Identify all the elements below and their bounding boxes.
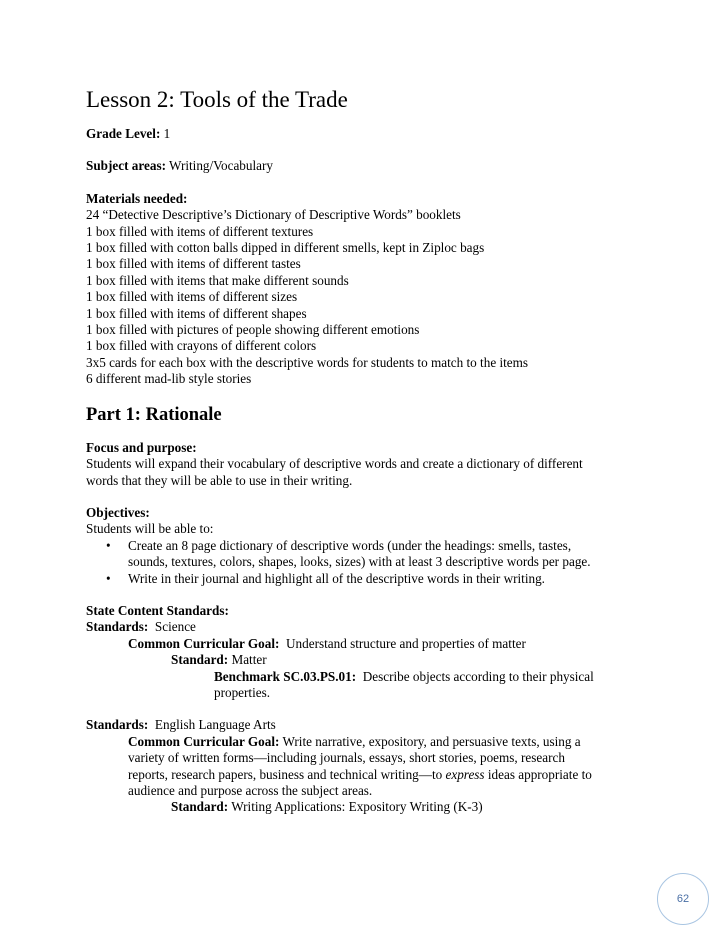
objectives-intro: Students will be able to: [86,521,214,537]
materials-item: 1 box filled with items of different sizes [86,289,298,305]
ela-standard-value: Writing Applications: Expository Writing (K-3) [231,799,483,815]
materials-item: 1 box filled with items of different shapes [86,305,307,321]
ela-goal-emphasis: express [445,766,485,782]
subject-areas [86,158,656,174]
ela-standards-label: Standards: [86,717,149,733]
science-benchmark-label: Benchmark SC.03.PS.01: [214,668,357,684]
materials-item: 1 box filled with pictures of people showing different emotions [86,322,420,338]
page-number: 62 [676,893,690,905]
ela-goal-label: Common Curricular Goal: [128,733,280,749]
grade-level [86,126,656,142]
ela-goal [86,734,656,750]
materials-item: 1 box filled with items of different textures [86,223,314,239]
objective-text-line: Write in their journal and highlight all of the descriptive words in their writing. [128,570,545,586]
science-benchmark [86,669,656,685]
materials-item: 1 box filled with items that make different sounds [86,272,349,288]
objectives-section [86,505,656,587]
objective-item [106,570,656,587]
focus-text-line: Students will expand their vocabulary of descriptive words and create a dictionary of different [86,456,583,472]
document-page [86,86,656,816]
focus-label: Focus and purpose: [86,439,197,455]
ela-standards-value: English Language Arts [154,717,276,733]
science-goal-label: Common Curricular Goal: [128,635,280,651]
materials-item: 1 box filled with items of different tastes [86,256,301,272]
ela-standards [86,717,656,733]
objectives-list [86,538,656,587]
objective-text-line: sounds, textures, colors, shapes, looks, sizes) with at least 3 descriptive words per page. [128,554,591,570]
ela-goal-line: audience and purpose across the subject areas. [128,783,373,798]
science-standard [86,652,656,668]
ela-goal-text: ideas appropriate to [487,766,592,782]
subject-areas-label: Subject areas: [86,158,166,174]
page-number-badge [657,873,709,925]
ela-standard-label: Standard: [171,799,229,815]
science-standard-value: Matter [231,652,267,668]
lesson-title: Lesson 2: Tools of the Trade [86,87,348,112]
focus-section [86,440,656,489]
bullet-icon: • [106,570,111,586]
science-standard-label: Standard: [171,652,229,668]
grade-level-value: 1 [163,126,171,141]
materials-item: 24 “Detective Descriptive’s Dictionary of Descriptive Words” booklets [86,207,461,223]
materials-item: 6 different mad-lib style stories [86,371,252,387]
bullet-icon: • [106,537,111,553]
ela-goal-line [86,767,656,783]
materials-item: 1 box filled with crayons of different colors [86,338,317,354]
standards-label: State Content Standards: [86,602,229,618]
part1-heading: Part 1: Rationale [86,404,222,425]
focus-text-line: words that they will be able to use in their writing. [86,472,353,488]
objective-text-line: Create an 8 page dictionary of descriptive words (under the headings: smells, tastes, [128,537,572,553]
subject-areas-value: Writing/Vocabulary [169,158,273,174]
science-standards-value: Science [154,619,196,635]
science-standards-label: Standards: [86,619,149,635]
science-goal-value: Understand structure and properties of matter [286,635,526,651]
materials-section [86,191,656,388]
objective-item [106,537,656,571]
science-benchmark-text: Describe objects according to their physical [362,668,594,684]
ela-standards-section [86,717,656,815]
objectives-label: Objectives: [86,504,150,520]
ela-goal-text: Write narrative, expository, and persuasive texts, using a [282,733,581,749]
ela-standard [86,799,656,815]
science-standards [86,619,656,635]
grade-level-label: Grade Level: [86,126,161,141]
science-benchmark-cont: properties. [214,684,271,700]
ela-goal-line: variety of written forms—including journals, essays, short stories, poems, research [128,750,565,766]
standards-section [86,603,656,701]
materials-label: Materials needed: [86,190,188,206]
materials-item: 3x5 cards for each box with the descriptive words for students to match to the items [86,354,529,370]
materials-item: 1 box filled with cotton balls dipped in different smells, kept in Ziploc bags [86,240,485,256]
ela-goal-text: reports, research papers, business and technical writing—to [128,766,443,782]
science-goal [86,636,656,652]
